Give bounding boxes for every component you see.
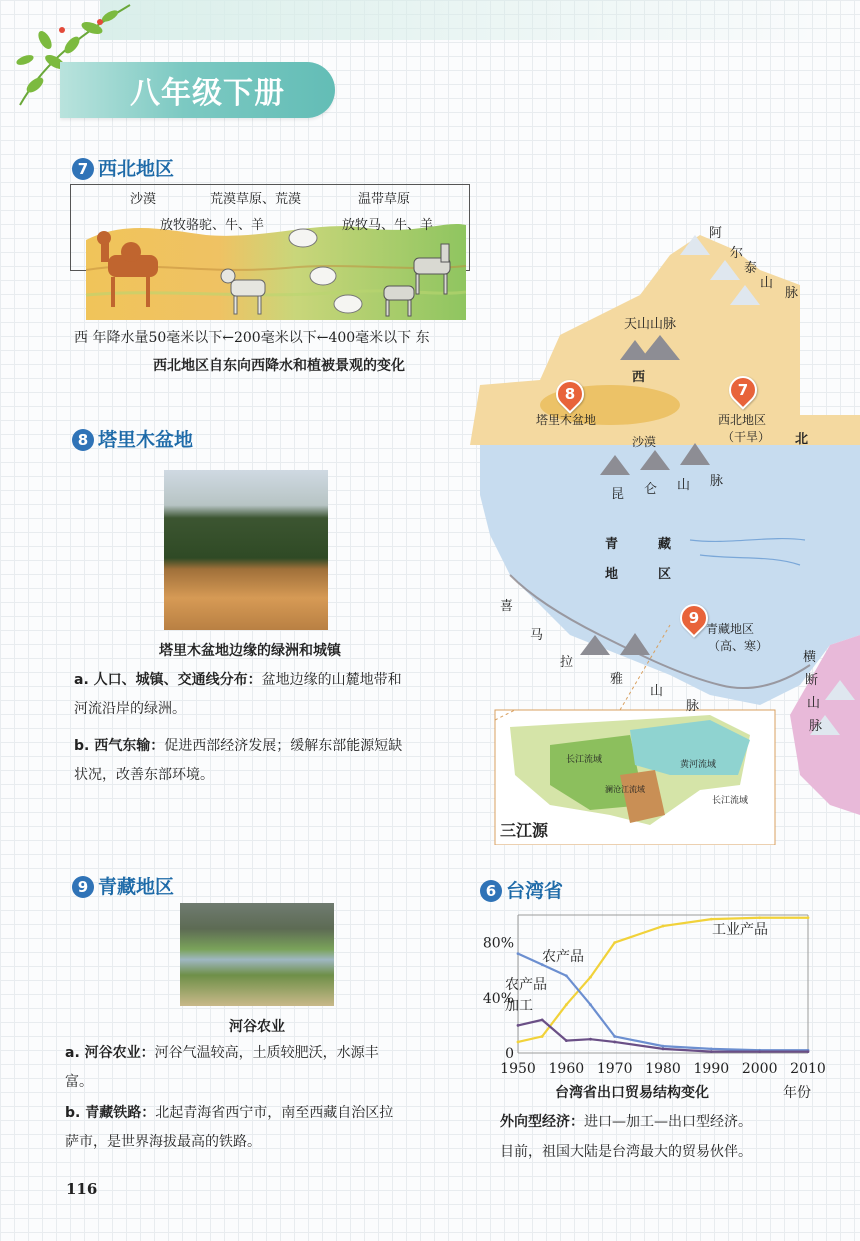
herding-label-1: 放牧骆驼、牛、羊 bbox=[160, 218, 265, 233]
section-7-caption: 西北地区自东向西降水和植被景观的变化 bbox=[153, 358, 405, 374]
chart-point-0-8 bbox=[807, 916, 810, 919]
chart-point-2-5 bbox=[662, 1047, 665, 1050]
chart-point-0-1 bbox=[541, 1035, 544, 1038]
rainfall-gradient-label: 西 年降水量50毫米以下←200毫米以下←400毫米以下 东 bbox=[74, 330, 430, 346]
series-label-agri-processed: 农产品加工 bbox=[505, 977, 547, 1014]
section-number-badge: 9 bbox=[72, 876, 94, 898]
section-6-line-2: 目前，祖国大陆是台湾最大的贸易伙伴。 bbox=[500, 1144, 752, 1160]
section-8-paragraph-b: b. 西气东输：促进西部经济发展；缓解东部能源短缺状况，改善东部环境。 bbox=[74, 738, 403, 783]
chart-x-tick-label: 1980 bbox=[645, 1061, 681, 1077]
inset-lancang-label: 澜沧江流域 bbox=[605, 785, 645, 794]
chart-xaxis-unit: 年份 bbox=[783, 1085, 811, 1101]
chart-point-2-6 bbox=[710, 1050, 713, 1053]
chart-x-tick-label: 2000 bbox=[741, 1061, 778, 1077]
chart-y-tick-label: 40% bbox=[482, 990, 514, 1007]
qingzang-label-4: 区 bbox=[658, 567, 672, 582]
chart-x-tick-label: 2010 bbox=[790, 1061, 826, 1077]
hengduan-label-2: 断 bbox=[805, 673, 819, 688]
altai-label-1: 阿 bbox=[709, 226, 723, 241]
kunlun-label-3: 山 bbox=[677, 478, 691, 493]
header-decoration bbox=[100, 0, 860, 40]
hengduan-label-4: 脉 bbox=[809, 719, 823, 734]
desert-label: 沙漠 bbox=[632, 435, 657, 449]
altai-label-2: 尔 bbox=[730, 246, 744, 261]
kunlun-label-1: 昆 bbox=[611, 487, 625, 502]
chart-x-tick-label: 1950 bbox=[500, 1061, 536, 1077]
section-6-line-1: 外向型经济：进口—加工—出口型经济。 bbox=[500, 1114, 752, 1130]
chart-point-2-7 bbox=[758, 1050, 761, 1053]
chart-point-2-0 bbox=[517, 1024, 520, 1027]
section-9-paragraph-b: b. 青藏铁路：北起青海省西宁市，南至西藏自治区拉萨市，是世界海拔最高的铁路。 bbox=[65, 1105, 394, 1150]
section-6-title: 6 台湾省 bbox=[480, 876, 563, 903]
altai-label-3: 泰 bbox=[744, 261, 758, 276]
chart-point-2-3 bbox=[589, 1038, 592, 1041]
chart-point-0-3 bbox=[589, 976, 592, 979]
chart-y-tick-label: 80% bbox=[482, 935, 514, 952]
section-9-paragraph-a: a. 河谷农业：河谷气温较高，土质较肥沃，水源丰富。 bbox=[65, 1045, 379, 1090]
page-number: 116 bbox=[66, 1180, 98, 1198]
kunlun-label-4: 脉 bbox=[710, 474, 724, 489]
chart-point-2-2 bbox=[565, 1039, 568, 1042]
region-label-bei: 北 bbox=[795, 432, 809, 447]
china-west-map bbox=[470, 215, 860, 845]
section-7-title: 7 西北地区 bbox=[72, 154, 174, 181]
herding-label-2: 放牧马、牛、羊 bbox=[342, 218, 434, 233]
section-number-badge: 6 bbox=[480, 880, 502, 902]
section-number-badge: 8 bbox=[72, 429, 94, 451]
chart-y-tick-label: 0 bbox=[505, 1046, 514, 1062]
section-number-badge: 7 bbox=[72, 158, 94, 180]
chart-point-0-2 bbox=[565, 1003, 568, 1006]
section-8-title: 8 塔里木盆地 bbox=[72, 425, 193, 452]
page-header-title: 八年级下册 bbox=[130, 76, 285, 111]
chart-point-1-0 bbox=[517, 952, 520, 955]
map-pin-9[interactable]: 9 bbox=[674, 598, 714, 638]
chart-x-tick-label: 1970 bbox=[596, 1061, 633, 1077]
section-8-paragraph-a: a. 人口、城镇、交通线分布：盆地边缘的山麓地带和河流沿岸的绿洲。 bbox=[74, 672, 402, 717]
northwest-arid-note: （干旱） bbox=[722, 430, 771, 444]
chart-point-0-0 bbox=[517, 1041, 520, 1044]
chart-point-2-1 bbox=[541, 1018, 544, 1021]
chart-point-1-5 bbox=[662, 1045, 665, 1048]
himalaya-label-6: 脉 bbox=[686, 699, 700, 714]
tianshan-label: 天山山脉 bbox=[624, 317, 677, 332]
section-9-title: 9 青藏地区 bbox=[72, 872, 174, 899]
map-pin-7[interactable]: 7 bbox=[723, 370, 763, 410]
chart-x-tick-label: 1960 bbox=[548, 1061, 585, 1077]
himalaya-label-4: 雅 bbox=[610, 672, 624, 687]
inset-changjiang-label: 长江流域 bbox=[566, 755, 603, 765]
qingzang-label-2: 藏 bbox=[658, 537, 672, 552]
valley-agriculture-photo bbox=[180, 903, 334, 1006]
tarim-oasis-photo bbox=[164, 470, 328, 630]
chart-point-0-5 bbox=[662, 925, 665, 928]
northwest-region-label: 西北地区 bbox=[718, 413, 767, 427]
vegetation-label-desert: 沙漠 bbox=[130, 192, 157, 207]
altai-label-5: 脉 bbox=[785, 286, 799, 301]
hengduan-label-1: 横 bbox=[803, 650, 817, 665]
chart-point-2-4 bbox=[613, 1041, 616, 1044]
himalaya-label-2: 马 bbox=[530, 628, 544, 643]
qingzang-label-3: 地 bbox=[605, 567, 619, 582]
chart-point-1-2 bbox=[565, 974, 568, 977]
qingzang-region-label: 青藏地区 bbox=[706, 622, 755, 636]
chart-point-1-6 bbox=[710, 1047, 713, 1050]
chart-x-tick-label: 1990 bbox=[693, 1061, 730, 1077]
chart-point-1-4 bbox=[613, 1035, 616, 1038]
hengduan-label-3: 山 bbox=[807, 696, 821, 711]
chart-point-1-3 bbox=[589, 1003, 592, 1006]
section-9-caption: 河谷农业 bbox=[229, 1019, 285, 1035]
inset-changjiang-label-2: 长江流域 bbox=[712, 796, 749, 806]
himalaya-label-1: 喜 bbox=[500, 599, 514, 614]
tarim-basin-label: 塔里木盆地 bbox=[536, 413, 597, 427]
chart-point-0-4 bbox=[613, 941, 616, 944]
himalaya-label-3: 拉 bbox=[560, 655, 574, 670]
himalaya-label-5: 山 bbox=[650, 684, 664, 699]
vegetation-label-desert-grassland: 荒漠草原、荒漠 bbox=[210, 192, 302, 207]
chart-caption: 台湾省出口贸易结构变化 bbox=[555, 1085, 709, 1101]
chart-point-2-8 bbox=[807, 1050, 810, 1053]
series-label-agricultural: 农产品 bbox=[542, 949, 584, 965]
region-label-xi: 西 bbox=[632, 370, 646, 385]
map-pin-8[interactable]: 8 bbox=[550, 374, 590, 414]
inset-huanghe-label: 黄河流域 bbox=[680, 760, 717, 770]
inset-title: 三江源 bbox=[500, 821, 549, 840]
vegetation-label-temperate-grassland: 温带草原 bbox=[358, 192, 411, 207]
series-label-industrial: 工业产品 bbox=[712, 922, 768, 938]
qingzang-label-1: 青 bbox=[605, 537, 619, 552]
qingzang-highcold-note: （高、寒） bbox=[708, 639, 769, 653]
altai-label-4: 山 bbox=[760, 276, 774, 291]
kunlun-label-2: 仑 bbox=[644, 482, 658, 497]
section-8-caption: 塔里木盆地边缘的绿洲和城镇 bbox=[159, 643, 341, 659]
